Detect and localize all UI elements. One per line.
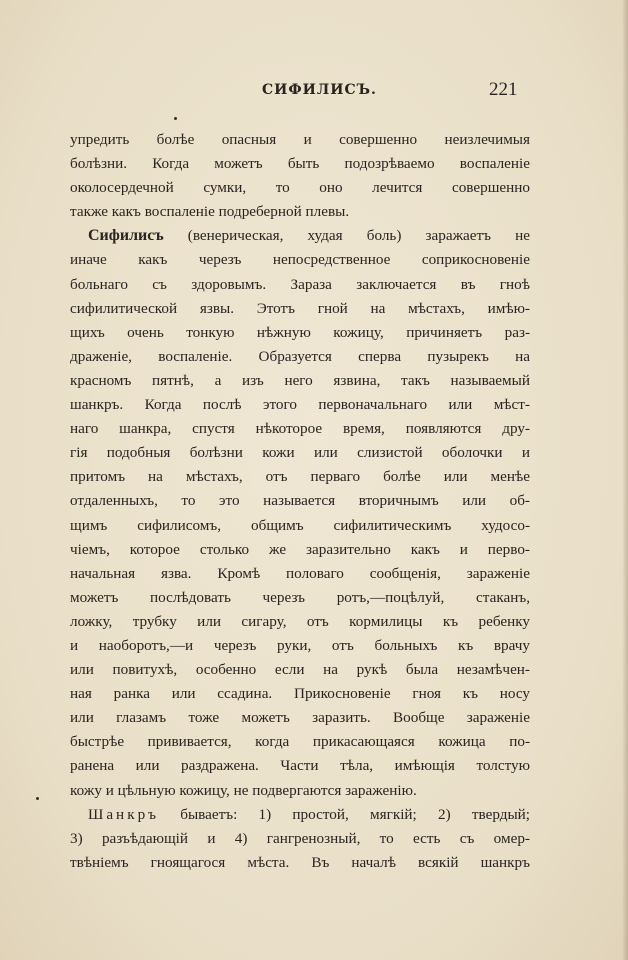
text-line: или глазамъ тоже можетъ заразить. Вообще зараженіе: [70, 709, 530, 727]
text-line: чіемъ, которое столько же заразительно какъ и перво-: [70, 540, 530, 558]
text-line: больнаго съ здоровымъ. Зараза заключается въ гноѣ: [70, 275, 530, 293]
text-line: твѣніемъ гноящагося мѣста. Въ началѣ всякій шанкръ: [70, 853, 530, 871]
text-line: иначе какъ черезъ непосредственное соприкосновеніе: [70, 251, 530, 269]
text-line: щимъ сифилисомъ, общимъ сифилитическимъ худосо-: [70, 516, 530, 534]
text-line: отдаленныхъ, то это называется вторичнымъ или об-: [70, 492, 530, 510]
text-line: щихъ очень тонкую нѣжную кожицу, причиняетъ раз-: [70, 323, 530, 341]
text-line: начальная язва. Кромѣ половаго сообщенія, зараженіе: [70, 564, 530, 582]
text-line: наго шанкра, спустя нѣкоторое время, появляются дру-: [70, 420, 530, 438]
text-fragment: бываетъ: 1) простой, мягкій; 2) твердый;: [180, 805, 530, 823]
text-line: сифилитической язвы. Этотъ гной на мѣстахъ, имѣю-: [70, 299, 530, 317]
text-line: драженіе, воспаленіе. Образуется сперва пузырекъ на: [70, 347, 530, 365]
text-fragment: (венерическая, худая боль) заражаетъ не: [187, 227, 530, 245]
print-speck: [174, 117, 177, 120]
body-text: [70, 128, 530, 875]
paragraph-start-chancre: [70, 803, 530, 827]
term-chancre: Шанкръ: [88, 805, 160, 823]
text-line: ная ранка или ссадина. Прикосновеніе гноя къ носу: [70, 685, 530, 703]
text-line: красномъ пятнѣ, а изъ него язвина, такъ называемый: [70, 371, 530, 389]
text-line: кожу и цѣльную кожицу, не подвергаются зараженію.: [70, 781, 417, 799]
text-line: быстрѣе прививается, когда прикасающаяся кожица по-: [70, 733, 530, 751]
text-line: и наоборотъ,—и черезъ руки, отъ больныхъ къ врачу: [70, 636, 530, 654]
text-line: можетъ послѣдовать черезъ ротъ,—поцѣлуй, стаканъ,: [70, 588, 530, 606]
print-speck: [36, 797, 39, 800]
text-line: также какъ воспаленіе подреберной плевы.: [70, 203, 350, 221]
term-syphilis: Сифилисъ: [88, 227, 164, 245]
text-line: гія подобныя болѣзни кожи или слизистой оболочки и: [70, 444, 530, 462]
text-line: притомъ на мѣстахъ, отъ перваго болѣе или менѣе: [70, 468, 530, 486]
text-line: околосердечной сумки, то оно лечится совершенно: [70, 179, 530, 197]
text-line: ложку, трубку или сигару, отъ кормилицы къ ребенку: [70, 612, 530, 630]
text-line: 3) разъѣдающій и 4) гангренозный, то есть съ омер-: [70, 829, 530, 847]
text-line: упредить болѣе опасныя и совершенно неизлечимыя: [70, 131, 530, 148]
text-line: болѣзни. Когда можетъ быть подозрѣваемо воспаленіе: [70, 155, 530, 173]
text-line: шанкръ. Когда послѣ этого первоначальнаго или мѣст-: [70, 396, 530, 414]
text-line: или повитухѣ, особенно если на рукѣ была незамѣчен-: [70, 661, 530, 679]
paragraph-start-syphilis: [70, 224, 530, 248]
running-header-title: СИФИЛИСЪ.: [262, 82, 377, 98]
page-number: 221: [489, 79, 518, 100]
text-line: ранена или раздражена. Части тѣла, имѣющія толстую: [70, 757, 530, 775]
page-edge-shadow: [622, 0, 628, 960]
